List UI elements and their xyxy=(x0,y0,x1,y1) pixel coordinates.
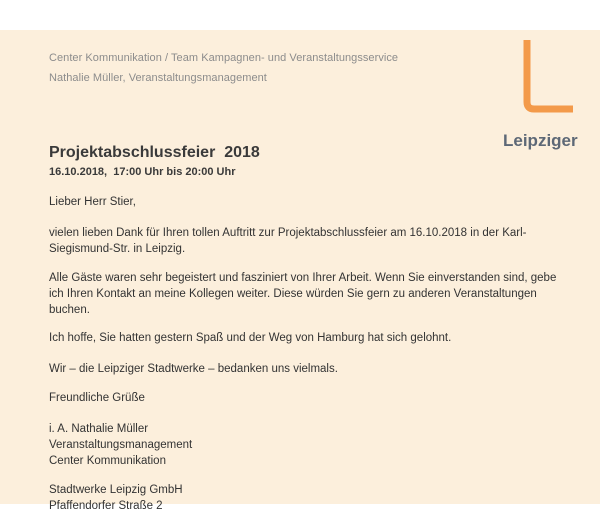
scan-top-margin xyxy=(0,0,600,30)
signature-role: Veranstaltungsmanagement xyxy=(49,439,193,451)
paragraph-line: buchen. xyxy=(49,304,90,316)
paragraph-thanks-stadtwerke: Wir – die Leipziger Stadtwerke – bedanken uns vielmals. xyxy=(49,363,338,375)
signature-department: Center Kommunikation xyxy=(49,455,166,467)
leipziger-logo-wordmark: Leipziger xyxy=(503,131,578,150)
closing-greeting: Freundliche Grüße xyxy=(49,392,145,404)
company-street: Pfaffendorfer Straße 2 xyxy=(49,500,163,512)
paragraph-line: Alle Gäste waren sehr begeistert und fasziniert von Ihrer Arbeit. Wenn Sie einverstanden sind, gebe xyxy=(49,272,557,284)
logo-l-shape xyxy=(527,40,573,109)
salutation: Lieber Herr Stier, xyxy=(49,196,136,208)
event-date-line: 16.10.2018, 17:00 Uhr bis 20:00 Uhr xyxy=(49,166,236,178)
paragraph-line: Siegismund-Str. in Leipzig. xyxy=(49,243,186,255)
sender-department: Center Kommunikation / Team Kampagnen- und Veranstaltungsservice xyxy=(49,52,399,64)
paragraph-line: ich Ihren Kontakt an meine Kollegen weiter. Diese würden Sie gern zu anderen Veranstaltungen xyxy=(49,288,537,300)
paragraph-hope: Ich hoffe, Sie hatten gestern Spaß und der Weg von Hamburg hat sich gelohnt. xyxy=(49,332,452,344)
company-address xyxy=(49,482,569,514)
sender-person: Nathalie Müller, Veranstaltungsmanagement xyxy=(49,72,267,84)
letter-title: Projektabschlussfeier 2018 xyxy=(49,144,260,161)
leipziger-logo-mark xyxy=(518,36,578,114)
company-name: Stadtwerke Leipzig GmbH xyxy=(49,484,183,496)
signature-block xyxy=(49,421,569,469)
paragraph-guests xyxy=(49,270,569,318)
signature-name: i. A. Nathalie Müller xyxy=(49,423,149,435)
paragraph-line: vielen lieben Dank für Ihren tollen Auftritt zur Projektabschlussfeier am 16.10.2018 in der Karl- xyxy=(49,227,527,239)
paragraph-thanks xyxy=(49,225,569,257)
